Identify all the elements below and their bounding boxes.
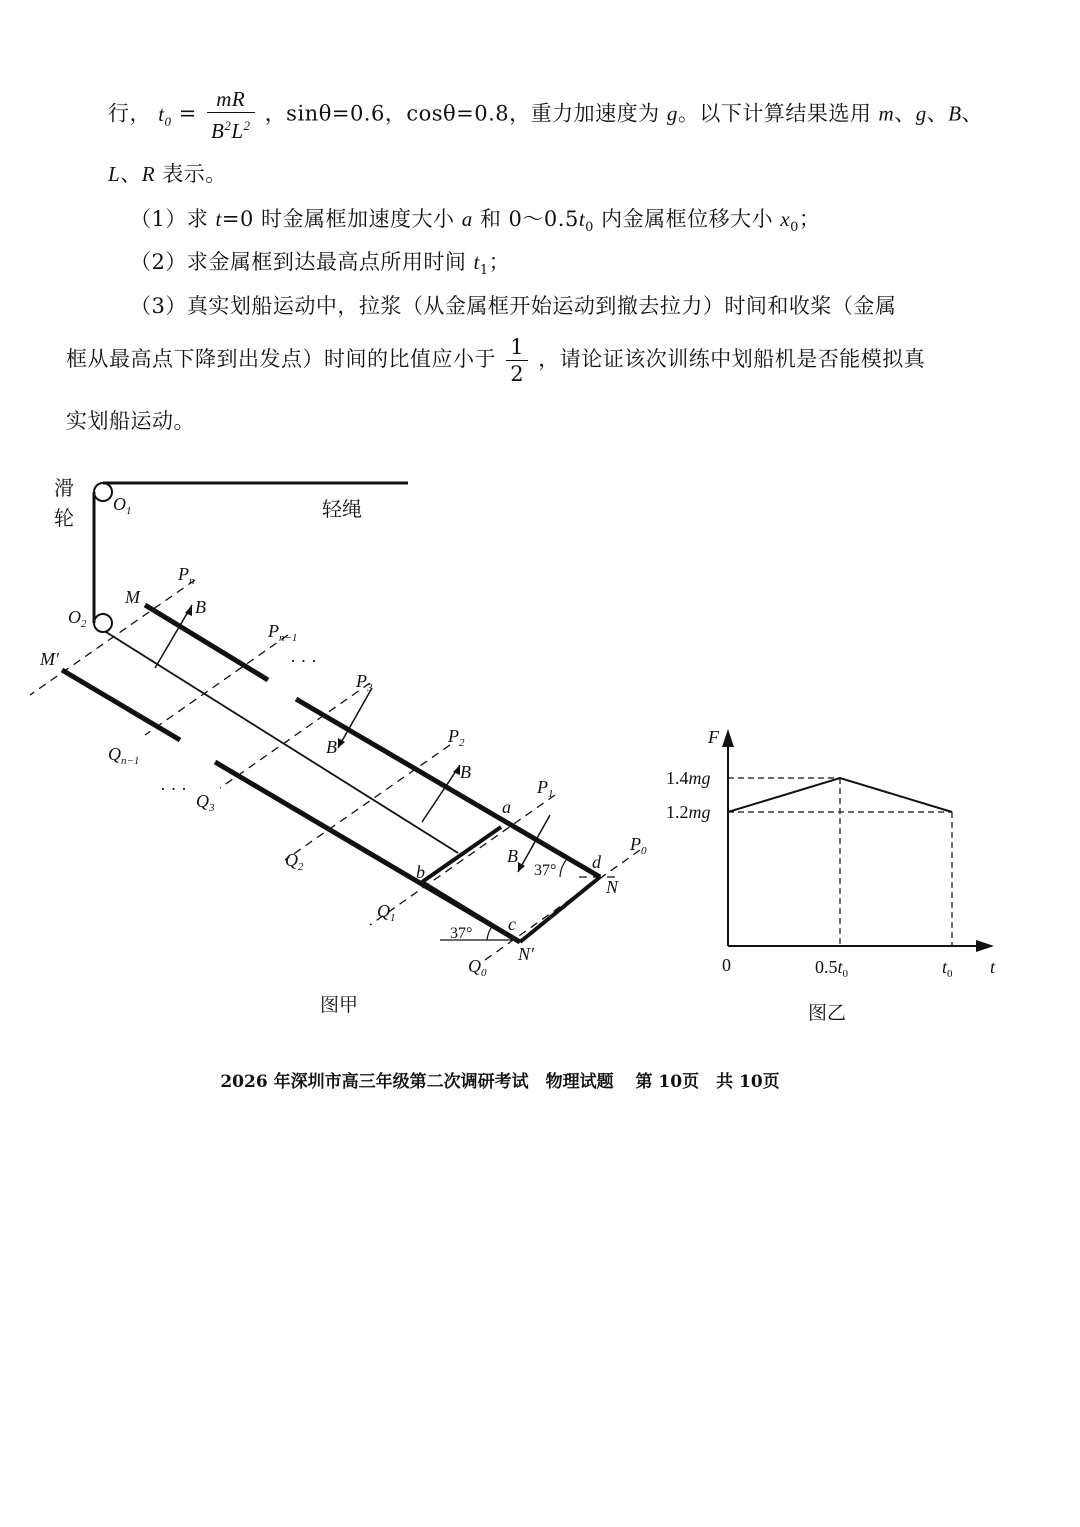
label-qn1: $Q_{n-1}$ <box>108 744 140 767</box>
y-low-label: 1.2mg <box>666 802 711 822</box>
label-p0: $P_0$ <box>630 834 647 857</box>
label-q2: $Q_2$ <box>285 850 304 873</box>
y-high-label: 1.4mg <box>666 768 711 788</box>
angle-arc-top <box>560 858 568 877</box>
t-symbol: t <box>578 207 586 231</box>
y-axis-label: F <box>708 727 719 747</box>
label-b-3: B <box>460 762 471 782</box>
pulley-o2 <box>94 614 112 632</box>
t0-symbol <box>158 101 172 129</box>
fraction <box>207 86 255 144</box>
line-2 <box>108 158 227 188</box>
den-l: L <box>231 119 244 143</box>
origin-label: 0 <box>722 955 731 975</box>
text: 框从最高点下降到出发点）时间的比值应小于 <box>66 347 496 371</box>
r-symbol: R <box>141 162 156 186</box>
y-axis-arrow <box>722 729 734 747</box>
footer-page: 第 10页 共 10页 <box>635 1072 780 1092</box>
label-p1: $P_1$ <box>537 777 554 800</box>
text: ； <box>488 250 511 274</box>
label-q0: $Q_0$ <box>468 956 487 979</box>
exp: 2 <box>224 118 232 133</box>
arrow-heads <box>185 605 525 872</box>
pulley-o1 <box>94 483 112 501</box>
sub: 0 <box>790 220 799 236</box>
fraction-numerator: mR <box>207 86 255 113</box>
sep: 、 <box>894 101 916 126</box>
a-symbol: a <box>461 207 473 231</box>
text: ，请论证该次训练中划船机是否能模拟真 <box>538 347 926 371</box>
text: ，sinθ=0.6，cosθ=0.8，重力加速度为 <box>264 101 667 126</box>
label-o2: $O_2$ <box>68 607 87 630</box>
half-den: 2 <box>510 362 525 386</box>
question-2 <box>130 246 510 278</box>
label-m-prime: M′ <box>40 649 59 669</box>
half-num: 1 <box>506 334 528 361</box>
dots-top: · · · <box>290 651 317 671</box>
l-symbol: L <box>108 162 121 186</box>
angle-arc-bottom <box>487 925 493 940</box>
text: （2）求金属框到达最高点所用时间 <box>130 250 474 274</box>
figure-a <box>20 470 670 1010</box>
x-symbol: x <box>780 207 791 231</box>
den-b: B <box>210 119 225 143</box>
frame-ab <box>422 827 501 882</box>
text: 和 0～0.5 <box>472 207 579 231</box>
guide-lines <box>728 778 952 946</box>
rope-label: 轻绳 <box>322 499 362 521</box>
label-c: c <box>508 914 516 934</box>
text: （3）真实划船运动中，拉浆（从金属框开始运动到撤去拉力）时间和收桨（金属 <box>130 294 897 318</box>
line-1 <box>108 86 983 144</box>
text: ； <box>798 207 821 231</box>
label-pn: $P_n$ <box>178 564 195 587</box>
caption-figure-a: 图甲 <box>320 994 359 1016</box>
g-symbol: g <box>666 101 678 126</box>
label-b-4: B <box>507 846 518 866</box>
label-b-corner: b <box>416 862 425 882</box>
m-symbol: m <box>878 101 895 126</box>
label-m: M <box>125 587 140 607</box>
figure-b <box>666 715 1010 995</box>
label-n: N <box>606 877 619 897</box>
angle-37-top: 37° <box>534 862 557 879</box>
sub: 0 <box>585 220 594 236</box>
pulley-label-2: 轮 <box>54 508 74 530</box>
question-3-line-1 <box>130 290 896 320</box>
t-symbol: t <box>473 250 480 274</box>
x-axis-arrow <box>976 940 994 952</box>
text: 。以下计算结果选用 <box>677 101 879 126</box>
fraction-denominator <box>207 113 255 144</box>
question-3-line-3 <box>66 405 195 435</box>
question-1 <box>130 203 820 235</box>
label-a: a <box>502 797 511 817</box>
sub: 1 <box>479 263 489 279</box>
dots-bottom: · · · <box>160 779 187 799</box>
page-footer <box>0 1067 1000 1092</box>
x-mid-label: $0.5t_0$ <box>815 957 849 980</box>
x-end-label: $t_0$ <box>942 957 953 980</box>
footer-title: 2026 年深圳市高三年级第二次调研考试 物理试题 <box>220 1072 614 1092</box>
text: 行， <box>108 101 151 126</box>
t-sub: 0 <box>164 113 172 129</box>
label-p2: $P_2$ <box>448 726 465 749</box>
text: 实划船运动。 <box>66 409 195 433</box>
pulley-label-1: 滑 <box>54 478 74 500</box>
label-d: d <box>592 852 601 872</box>
text: 内金属框位移大小 <box>593 207 781 231</box>
t-char: t <box>158 101 165 126</box>
label-b-1: B <box>195 597 206 617</box>
rail-m-prime-seg1 <box>62 670 180 740</box>
t-symbol: t <box>215 207 222 231</box>
field-boundaries <box>30 580 640 960</box>
label-n-prime: N′ <box>518 944 534 964</box>
sep: 、 <box>120 162 142 186</box>
label-p3: $P_3$ <box>356 671 373 694</box>
caption-figure-b: 图乙 <box>808 1002 847 1024</box>
text: =0 时金属框加速度大小 <box>221 207 462 231</box>
sep: 、 <box>961 101 984 126</box>
half-fraction <box>506 334 528 387</box>
exp: 2 <box>243 118 251 133</box>
question-3-line-2 <box>66 334 925 387</box>
text: 表示。 <box>155 162 227 186</box>
label-o1: $O_1$ <box>113 494 132 517</box>
text: （1）求 <box>130 207 216 231</box>
label-pn1: $P_{n-1}$ <box>268 621 298 644</box>
b-symbol: B <box>948 101 962 126</box>
rope-to-frame <box>106 632 458 853</box>
x-axis-label: t <box>990 957 996 977</box>
equals: = <box>171 101 204 126</box>
label-q3: $Q_3$ <box>196 791 215 814</box>
label-q1: $Q_1$ <box>377 901 396 924</box>
label-b-2: B <box>326 737 337 757</box>
angle-37-bottom: 37° <box>450 925 473 942</box>
sep: 、 <box>926 101 949 126</box>
g-symbol: g <box>915 101 927 126</box>
